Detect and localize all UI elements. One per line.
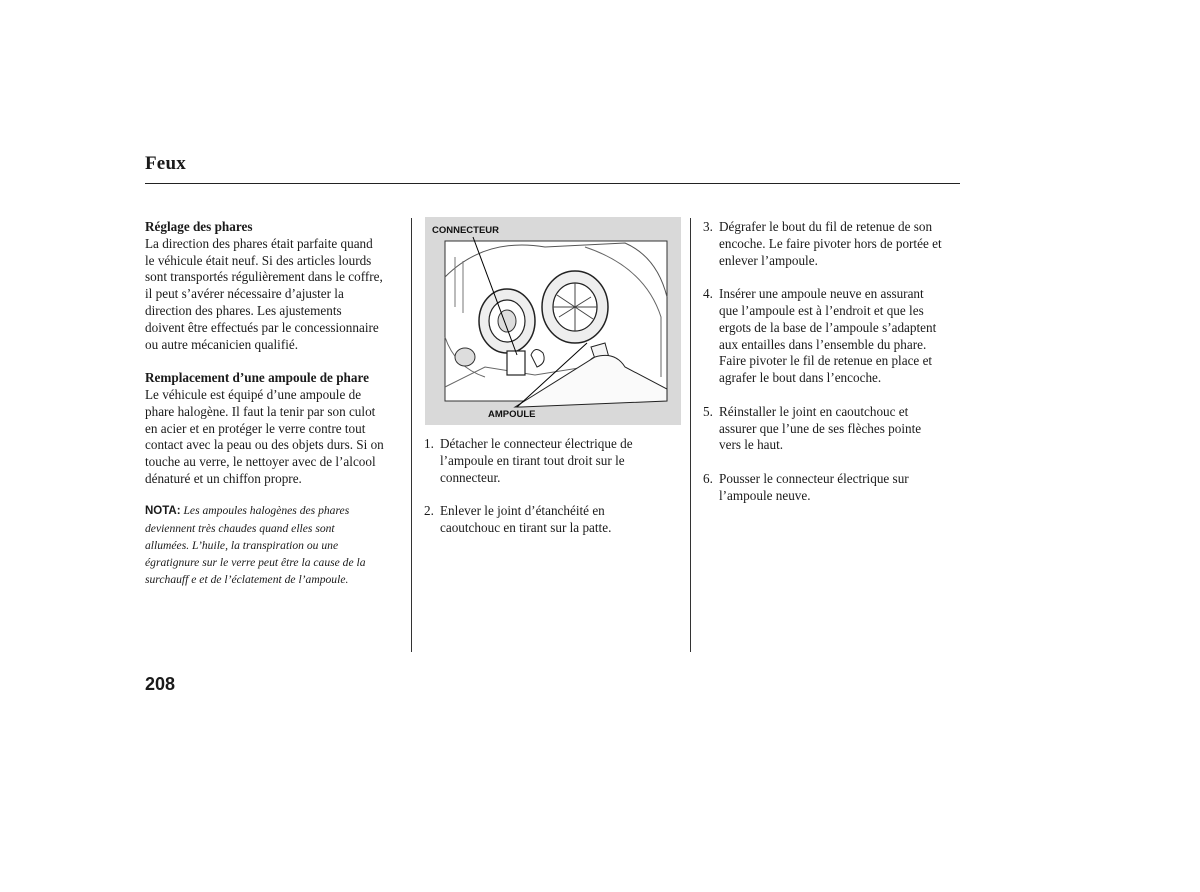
- text-line: Le véhicule est équipé d’une ampoule de: [145, 386, 362, 402]
- section-heading-reglage: Réglage des phares: [145, 219, 253, 234]
- nota-line: allumées. L’huile, la transpiration ou une: [145, 539, 339, 552]
- text-line: vers le haut.: [719, 437, 784, 453]
- text-line: l’ampoule en tirant tout droit sur le: [440, 452, 625, 468]
- text-line: le véhicule était neuf. Si des articles lourds: [145, 252, 372, 268]
- text-line: Réinstaller le joint en caoutchouc et: [719, 403, 909, 419]
- page-number: 208: [145, 674, 176, 694]
- headlight-illustration: [425, 217, 681, 425]
- title-rule: [145, 183, 960, 184]
- nota-label: NOTA:: [145, 505, 181, 517]
- step-item: [703, 471, 968, 505]
- column-divider-left: [411, 218, 412, 652]
- section-heading-remplacement: Remplacement d’une ampoule de phare: [145, 370, 369, 386]
- step-number: 2.: [424, 503, 434, 519]
- step-number: 5.: [703, 403, 713, 419]
- headlight-bulb-drawing: [425, 217, 681, 425]
- step-number: 3.: [703, 219, 713, 234]
- step-item: [703, 286, 968, 387]
- text-line: doivent être effectués par le concessionnaire: [145, 319, 379, 335]
- step-item: [703, 404, 968, 454]
- text-line: Faire pivoter le fil de retenue en place et: [719, 353, 933, 369]
- step-item: [703, 219, 968, 269]
- text-line: sont transportés régulièrement dans le coffre,: [145, 269, 383, 285]
- text-line: contact avec la peau ou des objets durs. Si on: [145, 437, 384, 453]
- text-line: dénaturé et un chiffon propre.: [145, 470, 302, 486]
- text-line: direction des phares. Les ajustements: [145, 302, 342, 318]
- text-line: touche au verre, le nettoyer avec de l’alcool: [145, 454, 376, 470]
- step-number: 6.: [703, 470, 713, 486]
- nota-line: Les ampoules halogènes des phares: [183, 504, 350, 517]
- text-line: ou autre mécanicien qualifié.: [145, 336, 299, 352]
- text-line: Dégrafer le bout du fil de retenue de son: [719, 219, 933, 234]
- text-line: assurer que l’une de ses flèches pointe: [719, 420, 922, 436]
- column-divider-right: [690, 218, 691, 652]
- text-line: en acier et en protéger le verre contre tout: [145, 420, 366, 436]
- text-line: Pousser le connecteur électrique sur: [719, 470, 909, 486]
- text-line: encoche. Le faire pivoter hors de portée et: [719, 235, 942, 251]
- nota-line: égratignure sur le verre peut être la cause de la: [145, 556, 366, 569]
- text-line: phare halogène. Il faut la tenir par son culot: [145, 403, 376, 419]
- right-column: [703, 219, 968, 505]
- page-title: Feux: [145, 153, 186, 174]
- text-line: que l’ampoule est à l’endroit et que les: [719, 302, 924, 318]
- nota-line: surchauff e et de l’éclatement de l’ampoule.: [145, 573, 349, 586]
- text-line: caoutchouc en tirant sur la patte.: [440, 519, 612, 535]
- nota-block: [145, 502, 410, 588]
- text-line: aux entailles dans l’ensemble du phare.: [719, 336, 927, 352]
- step-item: [424, 436, 686, 486]
- figure-label-connecteur: CONNECTEUR: [432, 225, 500, 236]
- text-line: il peut s’avérer nécessaire d’ajuster la: [145, 286, 344, 302]
- figure-label-ampoule: AMPOULE: [488, 409, 536, 420]
- step-item: [424, 503, 686, 537]
- text-line: Enlever le joint d’étanchéité en: [440, 503, 605, 519]
- text-line: agrafer le bout dans l’encoche.: [719, 370, 882, 386]
- text-line: Détacher le connecteur électrique de: [440, 436, 633, 451]
- text-line: connecteur.: [440, 469, 501, 485]
- left-column: [145, 219, 410, 488]
- text-line: l’ampoule neuve.: [719, 487, 811, 503]
- text-line: enlever l’ampoule.: [719, 252, 818, 268]
- text-line: Insérer une ampoule neuve en assurant: [719, 286, 924, 302]
- step-number: 1.: [424, 436, 434, 451]
- nota-line: deviennent très chaudes quand elles sont: [145, 522, 335, 535]
- step-number: 4.: [703, 286, 713, 302]
- text-line: ergots de la base de l’ampoule s’adaptent: [719, 319, 937, 335]
- middle-column: [424, 436, 686, 537]
- text-line: La direction des phares était parfaite quand: [145, 235, 373, 251]
